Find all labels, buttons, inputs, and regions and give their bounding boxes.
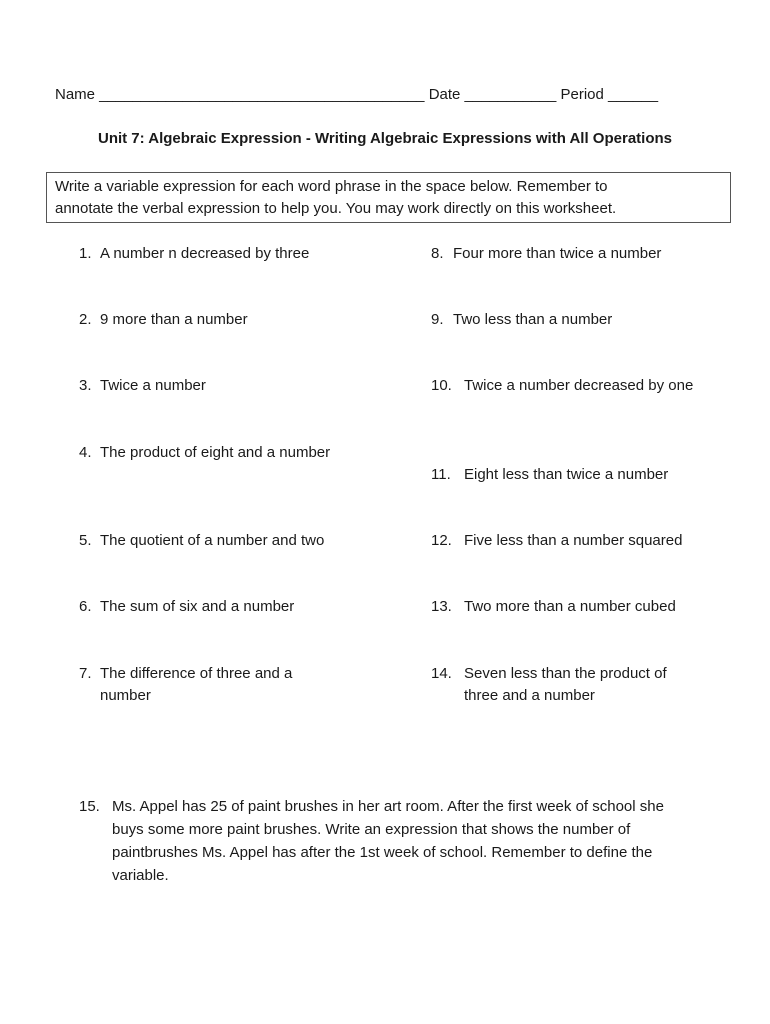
question-text: The quotient of a number and two: [100, 532, 325, 549]
question-text-line-1: Seven less than the product of: [464, 665, 667, 682]
question-text: Twice a number decreased by one: [464, 377, 694, 394]
question-number: 7.: [79, 665, 92, 682]
question-number: 9.: [431, 311, 444, 328]
question-text: Two more than a number cubed: [464, 598, 676, 615]
question-text: 9 more than a number: [100, 311, 248, 328]
instructions-line-2: annotate the verbal expression to help you. You may work directly on this worksheet.: [55, 200, 617, 217]
instructions-line-1: Write a variable expression for each word phrase in the space below. Remember to: [55, 178, 608, 195]
question-text-line-2: buys some more paint brushes. Write an expression that shows the number of: [112, 821, 631, 838]
question-number: 6.: [79, 598, 92, 615]
question-number: 12.: [431, 532, 452, 549]
page-title: Unit 7: Algebraic Expression - Writing Algebraic Expressions with All Operations: [97, 130, 672, 147]
question-text-line-1: Ms. Appel has 25 of paint brushes in her art room. After the first week of school she: [112, 798, 664, 815]
question-text: Four more than twice a number: [453, 245, 662, 262]
question-text-line-3: paintbrushes Ms. Appel has after the 1st week of school. Remember to define the: [112, 844, 653, 861]
question-text-line-1: The difference of three and a: [100, 665, 293, 682]
question-text: The sum of six and a number: [100, 598, 295, 615]
question-text: Eight less than twice a number: [464, 466, 669, 483]
question-number: 15.: [79, 798, 100, 815]
question-text: The product of eight and a number: [100, 444, 331, 461]
question-number: 3.: [79, 377, 92, 394]
question-number: 13.: [431, 598, 452, 615]
question-text-line-2: three and a number: [464, 687, 595, 704]
question-text-line-4: variable.: [112, 867, 169, 884]
question-number: 2.: [79, 311, 92, 328]
question-text-line-2: number: [100, 687, 151, 704]
question-text: Twice a number: [100, 377, 206, 394]
question-text: A number n decreased by three: [100, 245, 310, 262]
question-number: 11.: [431, 466, 451, 483]
question-number: 1.: [79, 245, 92, 262]
name-date-period-line: Name _______________________________________ Date ___________ Period ______: [55, 86, 659, 103]
question-number: 5.: [79, 532, 92, 549]
question-number: 4.: [79, 444, 92, 461]
question-number: 10.: [431, 377, 452, 394]
question-text: Two less than a number: [453, 311, 613, 328]
question-number: 14.: [431, 665, 452, 682]
instructions-box: [46, 172, 731, 223]
question-text: Five less than a number squared: [464, 532, 683, 549]
question-number: 8.: [431, 245, 444, 262]
